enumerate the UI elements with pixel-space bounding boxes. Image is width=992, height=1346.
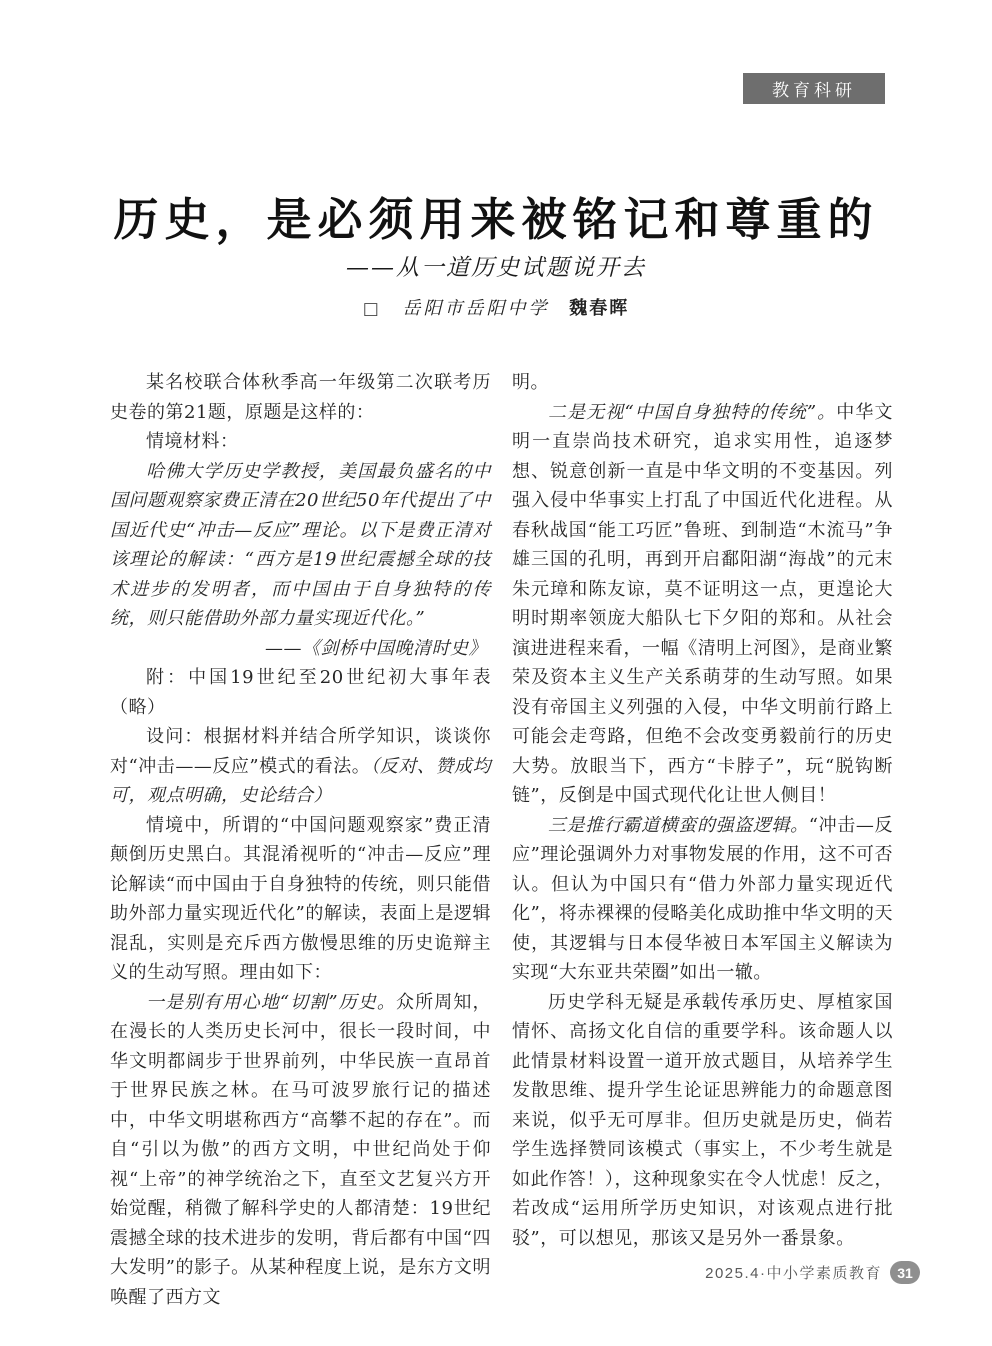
point-one-lead: 一是别有用心地“切割”历史。: [146, 991, 397, 1013]
right-column: [512, 368, 893, 1312]
article-title: 历史，是必须用来被铭记和尊重的: [113, 193, 879, 246]
author-affiliation: 岳阳市岳阳中学: [402, 298, 550, 319]
paragraph-critique-intro: 情境中，所谓的“中国问题观察家”费正清颠倒历史黑白。其混淆视听的“冲击—反应”理论解读“而中国由于自身独特的传统，则只能借助外部力量实现近代化”的解读，表面上是逻辑混乱，实则是充斥西方傲慢思维的历史诡辩主义的生动写照。理由如下：: [110, 814, 491, 983]
point-three-lead: 三是推行霸道横蛮的强盗逻辑。: [548, 814, 809, 836]
page-footer: [705, 1261, 920, 1284]
question-text: 设问：根据材料并结合所学知识，谈谈你对“冲击——反应”模式的看法。: [110, 726, 491, 777]
point-two-body: 中华文明一直崇尚技术研究，追求实用性，追逐梦想、锐意创新一直是中华文明的不变基因。列强入侵中华事实上打乱了中国近代化进程。从春秋战国“能工巧匠”鲁班、到制造“木流马”争雄三国的孔明，再到开启鄱阳湖“海战”的元末朱元璋和陈友谅，莫不证明这一点，更遑论大明时期率领庞大船队七下夕阳的郑和。从社会演进进程来看，一幅《清明上河图》，是商业繁荣及资本主义生产关系萌芽的生动写照。如果没有帝国主义列强的入侵，中华文明前行路上可能会走弯路，但绝不会改变勇毅前行的历史大势。放眼当下，西方“卡脖子”，玩“脱钩断链”，反倒是中国式现代化让世人侧目！: [512, 401, 893, 806]
article-subtitle: ——从一道历史试题说开去: [346, 255, 646, 281]
point-one-body: 众所周知，在漫长的人类历史长河中，很长一段时间，中华文明都阔步于世界前列，中华民族一直昂首于世界民族之林。在马可波罗旅行记的描述中，中华文明堪称西方“高攀不起的存在”。而自“引以为傲”的西方文明，中世纪尚处于仰视“上帝”的神学统治之下，直至文艺复兴方开始觉醒，稍微了解科学史的人都清楚：19世纪震撼全球的技术进步的发明，背后都有中国“四大发明”的影子。从某种程度上说，是东方文明唤醒了西方文: [110, 991, 492, 1308]
paragraph-intro: 某名校联合体秋季高一年级第二次联考历史卷的第21题，原题是这样的：: [110, 372, 491, 423]
paragraph-conclusion: 历史学科无疑是承载传承历史、厚植家国情怀、高扬文化自信的重要学科。该命题人以此情景材料设置一道开放式题目，从培养学生发散思维、提升学生论证思辨能力的命题意图来说，似乎无可厚非。但历史就是历史，倘若学生选择赞同该模式（事实上，不少考生就是如此作答！），这种现象实在令人忧虑！反之，若改成“运用所学历史知识，对该观点进行批驳”，可以想见，那该又是另外一番景象。: [512, 991, 893, 1249]
article-body: [110, 368, 894, 1312]
paragraph-continuation: 明。: [512, 372, 549, 393]
author-marker-icon: □: [362, 299, 379, 319]
paragraph-question: [110, 722, 491, 811]
paragraph-appendix-note: 附：中国19世纪至20世纪初大事年表（略）: [110, 667, 491, 718]
section-badge: 教育科研: [743, 73, 885, 104]
author-name: 魏春晖: [569, 298, 630, 318]
point-two-lead: 二是无视“中国自身独特的传统”。: [548, 401, 837, 423]
paragraph-source-attribution: ——《剑桥中国晚清时史》: [265, 637, 487, 659]
question-note: （反对、赞成均可，观点明确，史论结合）: [110, 755, 492, 806]
byline: [0, 294, 992, 320]
paragraph-point-one: [110, 988, 491, 1313]
page-number-badge: 31: [890, 1261, 920, 1284]
left-column: [110, 368, 491, 1312]
journal-issue: 2025.4·中小学素质教育: [705, 1265, 882, 1282]
paragraph-point-three: [512, 811, 893, 988]
paragraph-point-two: [512, 398, 893, 811]
point-three-body: “冲击—反应”理论强调外力对事物发展的作用，这不可否认。但认为中国只有“借力外部力量实现近代化”，将赤裸裸的侵略美化成助推中华文明的天使，其逻辑与日本侵华被日本军国主义解读为实现“大东亚共荣圈”如出一辙。: [512, 814, 894, 983]
paragraph-material-label: 情境材料：: [146, 431, 239, 452]
paragraph-quoted-material: 哈佛大学历史学教授，美国最负盛名的中国问题观察家费正清在20世纪50年代提出了中国近代史“冲击—反应”理论。以下是费正清对该理论的解读：“西方是19世纪震撼全球的技术进步的发明者，而中国由于自身独特的传统，则只能借助外部力量实现近代化。”: [110, 460, 491, 629]
